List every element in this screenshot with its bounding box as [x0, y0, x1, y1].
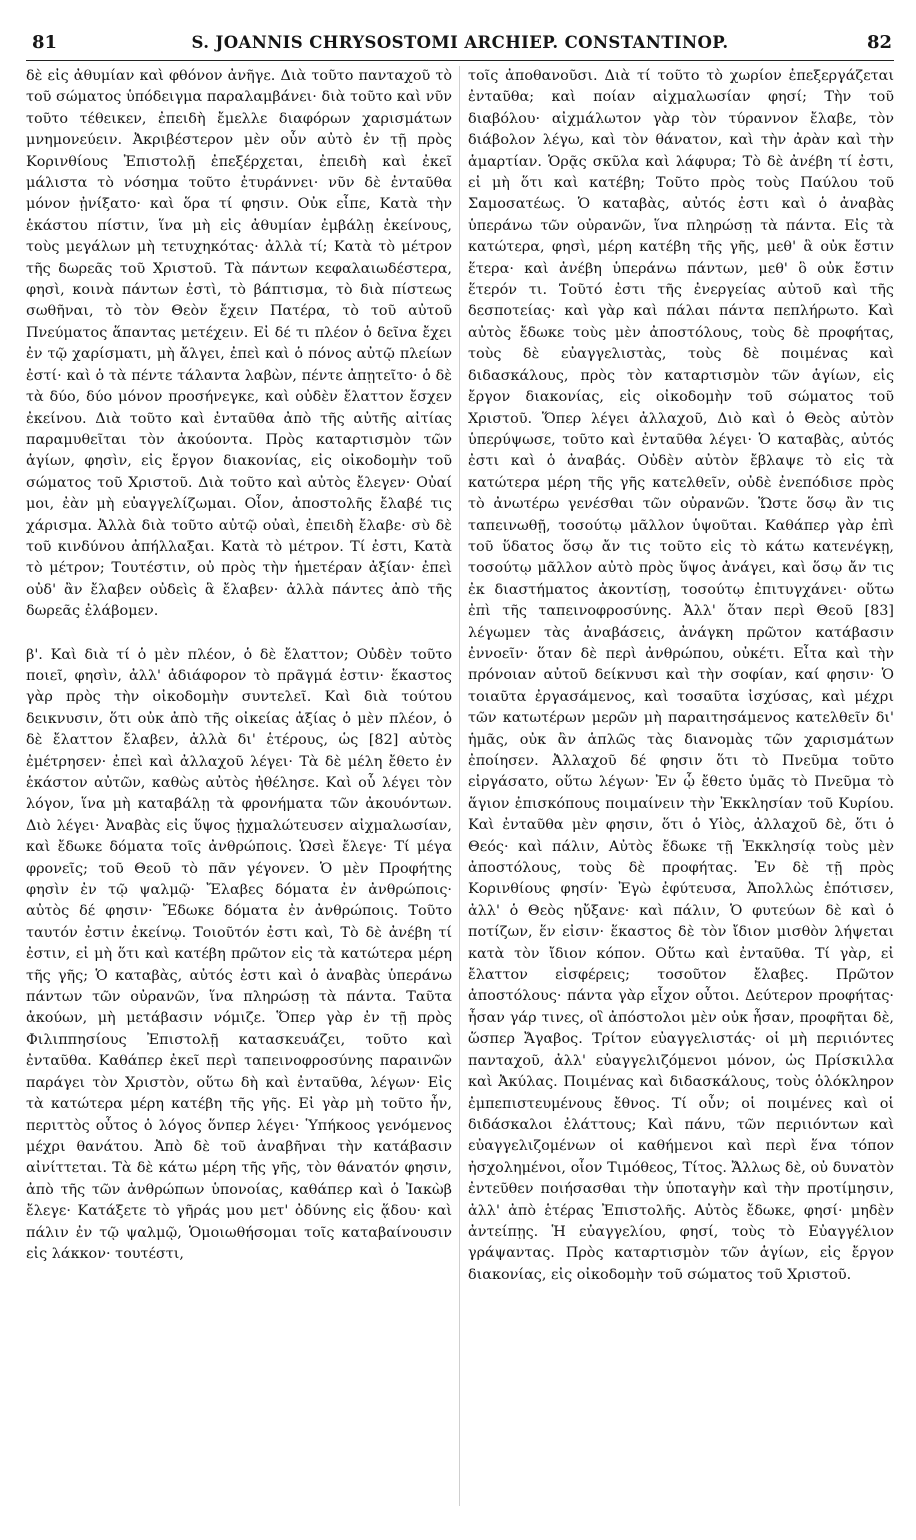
left-column — [26, 66, 452, 1520]
running-title: S. JOANNIS CHRYSOSTOMI ARCHIEP. CONSTANTINOP. — [191, 33, 729, 52]
page-header — [26, 28, 894, 61]
paragraph: β'. Καὶ διὰ τί ὁ μὲν πλέον, ὁ δὲ ἔλαττον; Οὐδὲν τοῦτο ποιεῖ, φησὶν, ἀλλ' ἀδιάφορον τὸ πρᾶγμά ἐστιν· ἕκαστος γὰρ πρὸς τὴν οἰκοδομὴν συντελεῖ. Καὶ διὰ τούτου δεικνυσιν, ὅτι οὐκ ἀπὸ τῆς οἰκείας ἀξίας ὁ μὲν πλέον, ὁ δὲ ἔλαττον ἔλαβεν, ἀλλὰ δι' ἑτέρους, ὡς [82] αὐτὸς ἐμέτρησεν· ἐπεὶ καὶ ἀλλαχοῦ λέγει· Τὰ δὲ μέλη ἔθετο ἐν ἑκάστον αὐτῶν, καθὼς αὐτὸς ἠθέλησε. Καὶ οὗ λέγει τὸν λόγον, ἵνα μὴ καταβάλῃ τὰ φρονήματα τῶν ἀκουόντων. Διὸ λέγει· Ἀναβὰς εἰς ὕψος ᾐχμαλώτευσεν αἰχμαλωσίαν, καὶ ἔδωκε δόματα τοῖς ἀνθρώποις. Ὡσεὶ ἔλεγε· Τί μέγα φρονεῖς; τοῦ Θεοῦ τὸ πᾶν γέγονεν. Ὁ μὲν Προφήτης φησὶν ἐν τῷ ψαλμῷ· Ἔλαβες δόματα ἐν ἀνθρώποις· αὐτὸς δέ φησιν· Ἔδωκε δόματα ἐν ἀνθρώποις. Τοῦτο ταυτόν ἐστιν ἐκείνῳ. Τοιοῦτόν ἐστι καὶ, Τὸ δὲ ἀνέβη τί ἐστιν, εἰ μὴ ὅτι καὶ κατέβη πρῶτον εἰς τὰ κατώτερα μέρη τῆς γῆς; Ὁ καταβὰς, αὐτός ἐστι καὶ ὁ ἀναβὰς ὑπεράνω πάντων τῶν οὐρανῶν, ἵνα πληρώσῃ τὰ πάντα. Ταῦτα ἀκούων, μὴ μετάβασιν νόμιζε. Ὅπερ γὰρ ἐν τῇ πρὸς Φιλιππησίους Ἐπιστολῇ κατασκευάζει, τοῦτο καὶ ἐνταῦθα. Καθάπερ ἐκεῖ περὶ ταπεινοφροσύνης παραινῶν παράγει τὸν Χριστὸν, οὕτω δὴ καὶ ἐνταῦθα, λέγων· Εἰς τὰ κατώτερα μέρη κατέβη τῆς γῆς. Εἰ γὰρ μὴ τοῦτο ἦν, περιττὸς οὗτος ὁ λόγος ὅνπερ λέγει· Ὑπήκοος γενόμενος μέχρι θανάτου. Ἀπὸ δὲ τοῦ ἀναβῆναι τὴν κατάβασιν αἰνίττεται. Τὰ δὲ κάτω μέρη τῆς γῆς, τὸν θάνατόν φησιν, ἀπὸ τῆς τῶν ἀνθρώπων ὑπονοίας, καθάπερ καὶ ὁ Ἰακὼβ ἔλεγε· Κατάξετε τὸ γῆράς μου μετ' ὀδύνης εἰς ᾅδου· καὶ πάλιν ἐν τῷ ψαλμῷ, Ὁμοιωθήσομαι τοῖς καταβαίνουσιν εἰς λάκκον· τουτέστι, — [26, 646, 452, 1262]
column-divider — [459, 66, 460, 1506]
paragraph: δὲ εἰς ἀθυμίαν καὶ φθόνον ἀνῆγε. Διὰ τοῦτο πανταχοῦ τὸ τοῦ σώματος ὑπόδειγμα παραλαμβάνει· διὰ τοῦτο καὶ νῦν τοῦτο τέθεικεν, ἐπειδὴ ἔμελλε διαφόρων χαρισμάτων μνημονεύειν. Ἀκριβέστερον μὲν οὖν αὐτὸ ἐν τῇ πρὸς Κορινθίους Ἐπιστολῇ ἐπεξέρχεται, ἐπειδὴ καὶ ἐκεῖ μάλιστα τὸ νόσημα τοῦτο ἐτυράννει· νῦν δὲ ἐνταῦθα μόνον ᾐνίξατο· καὶ ὅρα τί φησιν. Οὐκ εἶπε, Κατὰ τὴν ἑκάστου πίστιν, ἵνα μὴ εἰς ἀθυμίαν ἐμβάλῃ ἐκείνους, τοὺς μεγάλων μὴ τετυχηκότας· ἀλλὰ τί; Κατὰ τὸ μέτρον τῆς δωρεᾶς τοῦ Χριστοῦ. Τὰ πάντων κεφαλαιωδέστερα, φησὶ, κοινὰ πάντων ἐστὶ, τὸ βάπτισμα, τὸ διὰ πίστεως σωθῆναι, τὸ τὸν Θεὸν ἔχειν Πατέρα, τὸ τοῦ αὐτοῦ Πνεύματος ἅπαντας μετέχειν. Εἰ δέ τι πλέον ὁ δεῖνα ἔχει ἐν τῷ χαρίσματι, μὴ ἄλγει, ἐπεὶ καὶ ὁ πόνος αὐτῷ πλείων ἐστί· καὶ ὁ τὰ πέντε τάλαντα λαβὼν, πέντε ἀπῃτεῖτο· ὁ δὲ τὰ δύο, δύο μόνον προσήνεγκε, καὶ οὐδὲν ἔλαττον ἔσχεν ἐκείνου. Διὰ τοῦτο καὶ ἐνταῦθα ἀπὸ τῆς αὐτῆς αἰτίας παραμυθεῖται τὸν ἀκούοντα. Πρὸς καταρτισμὸν τῶν ἁγίων, φησὶν, εἰς ἔργον διακονίας, εἰς οἰκοδομὴν τοῦ σώματος τοῦ Χριστοῦ. Διὰ τοῦτο καὶ αὐτὸς ἔλεγεν· Οὐαί μοι, ἐὰν μὴ εὐαγγελίζωμαι. Οἷον, ἀποστολῆς ἔλαβέ τις χάρισμα. Ἀλλὰ διὰ τοῦτο αὐτῷ οὐαὶ, ἐπειδὴ ἔλαβε· σὺ δὲ τοῦ κινδύνου ἀπήλλαξαι. Κατὰ τὸ μέτρον. Τί ἐστι, Κατὰ τὸ μέτρον; Τουτέστιν, οὐ πρὸς τὴν ἡμετέραν ἀξίαν· ἐπεὶ οὐδ' ἂν ἔλαβεν οὐδεὶς ἃ ἔλαβεν· ἀλλὰ πάντες ἀπὸ τῆς δωρεᾶς ἐλάβομεν. — [26, 68, 452, 620]
text-columns — [26, 66, 894, 1524]
right-column — [468, 66, 894, 1520]
page-number-right: 82 — [866, 32, 892, 53]
document-page — [26, 28, 894, 1524]
page-number-left: 81 — [32, 32, 58, 53]
paragraph: τοῖς ἀποθανοῦσι. Διὰ τί τοῦτο τὸ χωρίον ἐπεξεργάζεται ἐνταῦθα; καὶ ποίαν αἰχμαλωσίαν φησί; Τὴν τοῦ διαβόλου· αἰχμάλωτον γὰρ τὸν τύραννον ἔλαβε, τὸν διάβολον λέγω, καὶ τὸν θάνατον, καὶ τὴν ἀρὰν καὶ τὴν ἁμαρτίαν. Ὁρᾷς σκῦλα καὶ λάφυρα; Τὸ δὲ ἀνέβη τί ἐστι, εἰ μὴ ὅτι καὶ κατέβη; Τοῦτο πρὸς τοὺς Παύλου τοῦ Σαμοσατέως. Ὁ καταβὰς, αὐτός ἐστι καὶ ὁ ἀναβὰς ὑπεράνω τῶν οὐρανῶν, ἵνα πληρώσῃ τὰ πάντα. Εἰς τὰ κατώτερα, φησὶ, μέρη κατέβη τῆς γῆς, μεθ' ἃ οὐκ ἔστιν ἕτερα· καὶ ἀνέβη ὑπεράνω πάντων, μεθ' ὃ οὐκ ἔστιν ἕτερόν τι. Τοῦτό ἐστι τῆς ἐνεργείας αὐτοῦ καὶ τῆς δεσποτείας· καὶ γὰρ καὶ πάλαι πάντα πεπλήρωτο. Καὶ αὐτὸς ἔδωκε τοὺς μὲν ἀποστόλους, τοὺς δὲ προφήτας, τοὺς δὲ εὐαγγελιστὰς, τοὺς δὲ ποιμένας καὶ διδασκάλους, πρὸς τὸν καταρτισμὸν τῶν ἁγίων, εἰς ἔργον διακονίας, εἰς οἰκοδομὴν τοῦ σώματος τοῦ Χριστοῦ. Ὅπερ λέγει ἀλλαχοῦ, Διὸ καὶ ὁ Θεὸς αὐτὸν ὑπερύψωσε, τοῦτο καὶ ἐνταῦθα λέγει· Ὁ καταβὰς, αὐτός ἐστι καὶ ὁ ἀναβάς. Οὐδὲν αὐτὸν ἔβλαψε τὸ εἰς τὰ κατώτερα μέρη τῆς γῆς κατελθεῖν, οὐδὲ ἐνεπόδισε πρὸς τὸ ἀνωτέρω γενέσθαι τῶν οὐρανῶν. Ὥστε ὅσῳ ἂν τις ταπεινωθῇ, τοσούτῳ μᾶλλον ὑψοῦται. Καθάπερ γὰρ ἐπὶ τοῦ ὕδατος ὅσῳ ἄν τις τοῦτο εἰς τὸ κάτω κατενέγκῃ, τοσούτῳ μᾶλλον αὐτὸ πρὸς ὕψος ἀνάγει, καὶ ὅσῳ ἄν τις ἐκ διαστήματος ἀκοντίσῃ, τοσούτῳ ἐπιτυγχάνει· οὕτω ἐπὶ τῆς ταπεινοφροσύνης. Ἀλλ' ὅταν περὶ Θεοῦ [83] λέγωμεν τὰς ἀναβάσεις, ἀνάγκη πρῶτον κατάβασιν ἐννοεῖν· ὅταν δὲ περὶ ἀνθρώπου, οὐκέτι. Εἶτα καὶ τὴν πρόνοιαν αὐτοῦ δείκνυσι καὶ τὴν σοφίαν, καί φησιν· Ὁ τοιαῦτα ἐργασάμενος, καὶ τοσαῦτα ἰσχύσας, καὶ μέχρι τῶν κατωτέρων μερῶν μὴ παραιτησάμενος κατελθεῖν δι' ἡμᾶς, οὐκ ἂν ἁπλῶς τὰς διανομὰς τῶν χαρισμάτων ἐποίησεν. Ἀλλαχοῦ δέ φησιν ὅτι τὸ Πνεῦμα τοῦτο εἰργάσατο, οὕτω λέγων· Ἐν ᾧ ἔθετο ὑμᾶς τὸ Πνεῦμα τὸ ἅγιον ἐπισκόπους ποιμαίνειν τὴν Ἐκκλησίαν τοῦ Κυρίου. Καὶ ἐνταῦθα μὲν φησιν, ὅτι ὁ Υἱὸς, ἀλλαχοῦ δὲ, ὅτι ὁ Θεός· καὶ πάλιν, Αὐτὸς ἔδωκε τῇ Ἐκκλησίᾳ τοὺς μὲν ἀποστόλους, τοὺς δὲ προφήτας. Ἐν δὲ τῇ πρὸς Κορινθίους φησίν· Ἐγὼ ἐφύτευσα, Ἀπολλὼς ἐπότισεν, ἀλλ' ὁ Θεὸς ηὔξανε· καὶ πάλιν, Ὁ φυτεύων δὲ καὶ ὁ ποτίζων, ἕν εἰσιν· ἕκαστος δὲ τὸν ἴδιον μισθὸν λήψεται κατὰ τὸν ἴδιον κόπον. Οὕτω καὶ ἐνταῦθα. Τί γὰρ, εἰ ἔλαττον εἰσφέρεις; τοσοῦτον ἔλαβες. Πρῶτον ἀποστόλους· πάντα γὰρ εἶχον οὗτοι. Δεύτερον προφήτας· ἦσαν γάρ τινες, οἳ ἀπόστολοι μὲν οὐκ ἦσαν, προφῆται δὲ, ὥσπερ Ἄγαβος. Τρίτον εὐαγγελιστάς· οἱ μὴ περιιόντες πανταχοῦ, ἀλλ' εὐαγγελιζόμενοι μόνον, ὡς Πρίσκιλλα καὶ Ἀκύλας. Ποιμένας καὶ διδασκάλους, τοὺς ὁλόκληρον ἐμπεπιστευμένους ἔθνος. Τί οὖν; οἱ ποιμένες καὶ οἱ διδάσκαλοι ἐλάττους; Καὶ πάνυ, τῶν περιιόντων καὶ εὐαγγελιζομένων οἱ καθήμενοι καὶ περὶ ἕνα τόπον ἠσχολημένοι, οἷον Τιμόθεος, Τίτος. Ἄλλως δὲ, οὐ δυνατὸν ἐντεῦθεν ποιήσασθαι τὴν ὑποταγὴν καὶ τὴν προτίμησιν, ἀλλ' ἀπὸ ἑτέρας Ἐπιστολῆς. Αὐτὸς ἔδωκε, φησί· μηδὲν ἀντείπῃς. Ἡ εὐαγγελίου, φησί, τοὺς τὸ Εὐαγγέλιον γράψαντας. Πρὸς καταρτισμὸν τῶν ἁγίων, εἰς ἔργον διακονίας, εἰς οἰκοδομὴν τοῦ σώματος τοῦ Χριστοῦ. — [468, 68, 894, 1283]
